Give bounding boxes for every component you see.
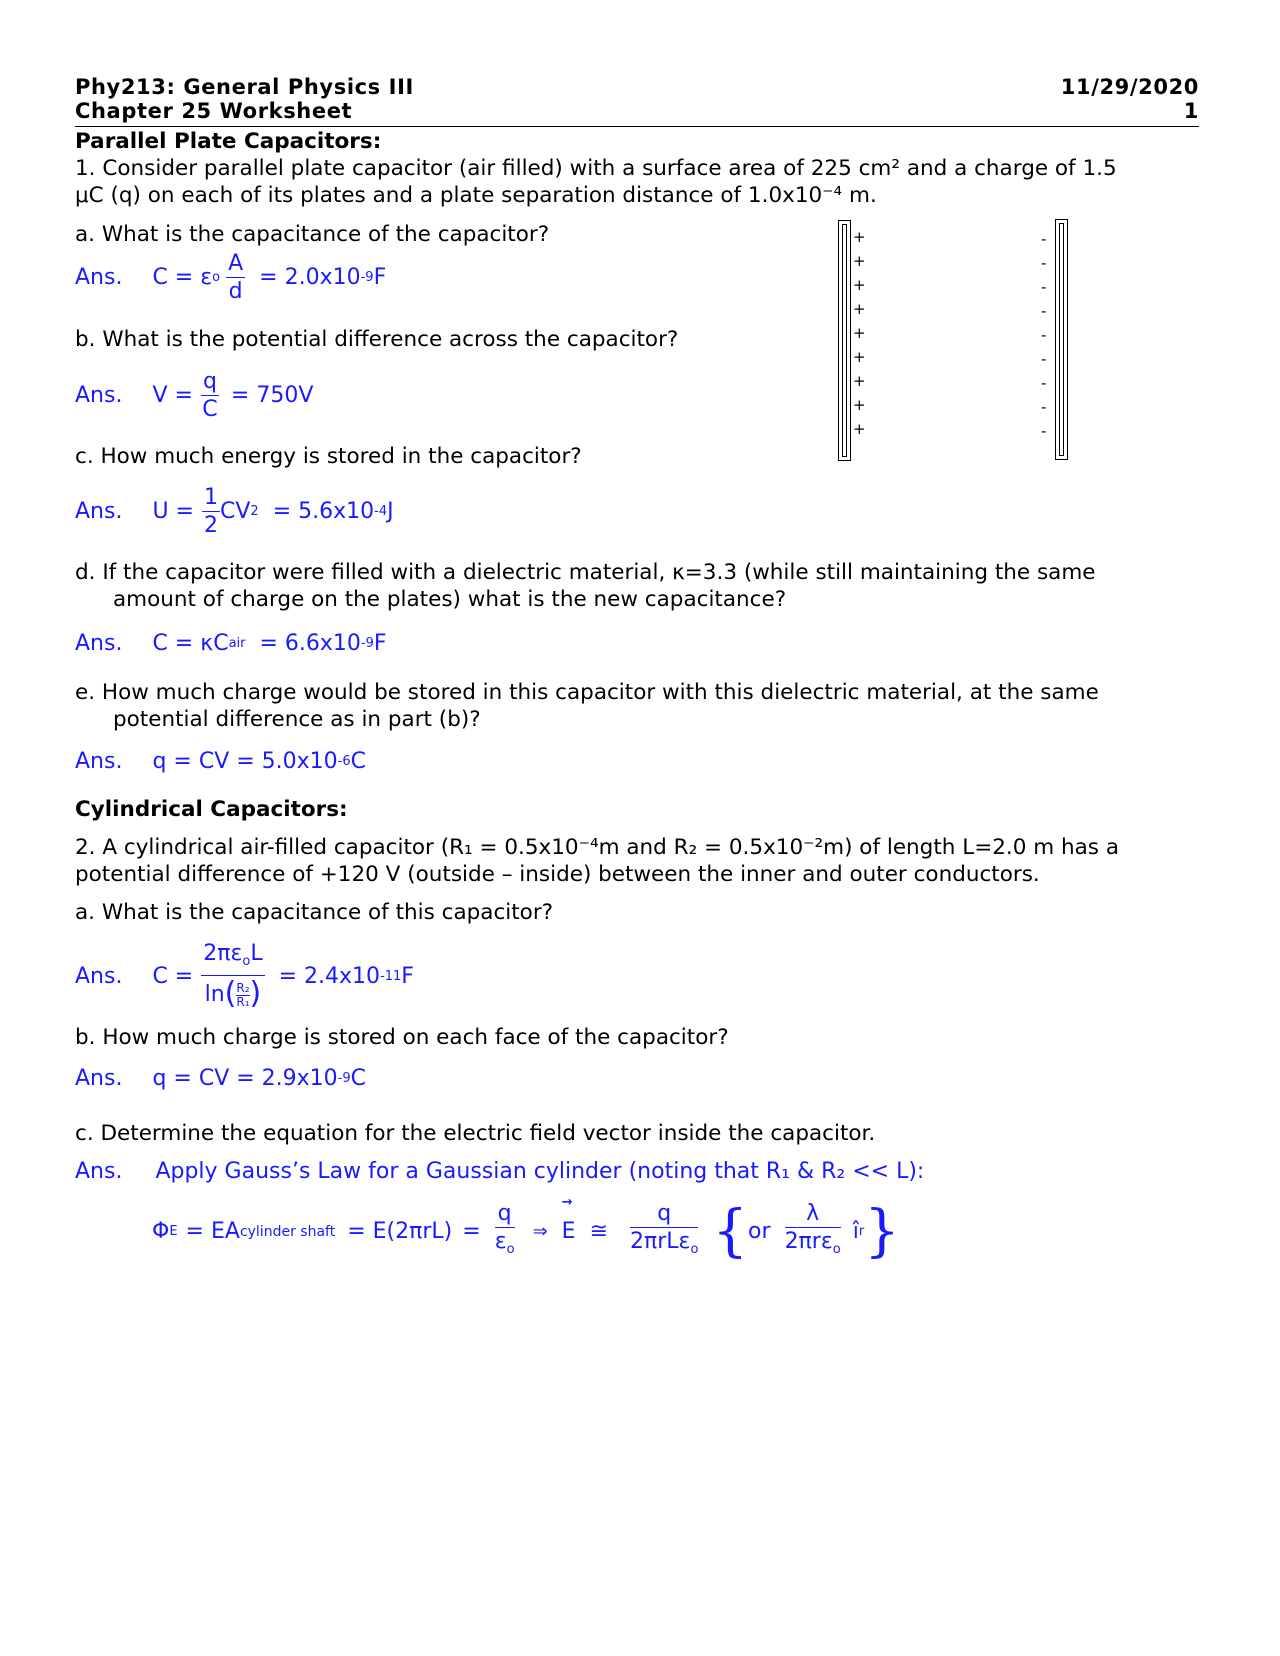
problem2-line2: potential difference of +120 V (outside – inside) between the inner and outer conductors. (75, 862, 1040, 887)
eq-left-brace: { (712, 1198, 749, 1264)
eq-or: or (748, 1219, 771, 1244)
ans-label: Ans. (75, 383, 123, 408)
ans-1a-result: = 2.0x10 (259, 265, 361, 290)
ans-1b-fraction (201, 368, 219, 423)
eq-e2: = E(2πrL) (347, 1219, 453, 1244)
ans-1c-sq: 2 (250, 504, 259, 519)
ans-label: Ans. (75, 631, 123, 656)
ans-2a-num-main: 2πε (203, 941, 243, 966)
ans-1d-sub: air (228, 636, 246, 651)
ans-1c-result: = 5.6x10 (272, 499, 375, 524)
eq-frac2-den (630, 1228, 698, 1263)
ans-2a-lhs: C = (152, 964, 194, 989)
question-1e-line1: e. How much charge would be stored in this capacitor with this dielectric material, at the same (75, 680, 1099, 705)
ans-label: Ans. (75, 1066, 123, 1091)
ans-1d-result: = 6.6x10 (259, 631, 361, 656)
header-rule (75, 126, 1199, 127)
answer-2c-text (75, 1159, 924, 1184)
eq-frac1-sub: o (506, 1242, 515, 1257)
eq-phi-sub: E (169, 1224, 178, 1239)
ans-label: Ans. (75, 964, 123, 989)
ans-1d-lhs: C = κC (152, 631, 229, 656)
question-2a: a. What is the capacitance of this capacitor? (75, 900, 554, 925)
ans-label: Ans. (75, 499, 123, 524)
header-date: 11/29/2020 (1060, 75, 1199, 99)
answer-1c (75, 484, 394, 539)
plus-charge-sign: + (853, 324, 866, 342)
eq-equals: = (462, 1219, 481, 1244)
plus-charge-sign: + (853, 420, 866, 438)
ans-1a-sub: o (212, 270, 221, 285)
eq-frac2 (630, 1200, 698, 1263)
eq-frac2-sub: o (690, 1242, 699, 1257)
eq-frac3-num: λ (785, 1200, 841, 1228)
answer-2b (75, 1066, 366, 1091)
ans-1a-lhs: C = ε (152, 265, 213, 290)
positive-plate (838, 220, 851, 461)
eq-unit-vector: î (852, 1219, 859, 1244)
eq-frac2-den-main: 2πrLε (630, 1229, 691, 1254)
ans-1e-lhs: q = CV = 5.0x10 (152, 749, 338, 774)
section-title-cylindrical: Cylindrical Capacitors: (75, 797, 348, 822)
plus-charge-sign: + (853, 252, 866, 270)
eq-frac3-sub: o (832, 1242, 841, 1257)
eq-frac3-den-main: 2πrε (784, 1229, 833, 1254)
gauss-equation (152, 1195, 900, 1264)
eq-approx: ≅ (589, 1219, 608, 1244)
eq-ea: = EA (185, 1219, 240, 1244)
answer-1d (75, 631, 387, 656)
ans-2a-den: ln( $\frac{\text{R₂}}{\text{R₁}}$ ) (204, 976, 262, 1011)
ans-2a-ln: ln (204, 982, 225, 1007)
ans-1b-den: C (202, 397, 218, 422)
ans-1d-exp: -9 (360, 636, 374, 651)
ans-1a-unit: F (373, 265, 387, 290)
ans-2a-num-tail: L (250, 941, 263, 966)
minus-charge-sign: - (1041, 254, 1047, 272)
ans-1b-num: q (202, 369, 217, 394)
minus-charge-sign: - (1041, 422, 1047, 440)
negative-plate (1055, 219, 1068, 460)
minus-charge-sign: - (1041, 326, 1047, 344)
eq-right-brace: } (864, 1198, 900, 1264)
ans-2b-exp: -9 (337, 1071, 351, 1086)
question-2b: b. How much charge is stored on each face of the capacitor? (75, 1025, 729, 1050)
question-1d-line1: d. If the capacitor were filled with a dielectric material, κ=3.3 (while still maintaining the same (75, 560, 1096, 585)
ans-2a-exp: -11 (380, 969, 402, 984)
plus-charge-sign: + (853, 228, 866, 246)
plus-charge-sign: + (853, 348, 866, 366)
answer-1a (75, 250, 386, 305)
eq-frac1-den (495, 1228, 515, 1263)
ans-label: Ans. (75, 749, 123, 774)
ans-1c-mid: CV (219, 499, 251, 524)
ans-2b-lhs: q = CV = 2.9x10 (152, 1066, 338, 1091)
eq-frac1-num: q (495, 1200, 515, 1228)
question-1c: c. How much energy is stored in the capacitor? (75, 444, 582, 469)
minus-charge-sign: - (1041, 374, 1047, 392)
plus-charge-sign: + (853, 300, 866, 318)
ans-1a-num: A (228, 251, 244, 276)
eq-ea-sub: cylinder shaft (239, 1223, 336, 1240)
ans-1e-unit: C (350, 749, 367, 774)
problem1-line1: 1. Consider parallel plate capacitor (air filled) with a surface area of 225 cm² and a charge of 1.5 (75, 156, 1117, 181)
answer-1e (75, 749, 366, 774)
question-1b: b. What is the potential difference across the capacitor? (75, 327, 679, 352)
minus-charge-sign: - (1041, 278, 1047, 296)
ans-2a-ratio (236, 982, 249, 1009)
eq-frac1-eps: ε (494, 1229, 507, 1254)
ans-1d-unit: F (373, 631, 387, 656)
minus-charge-sign: - (1041, 230, 1047, 248)
eq-frac3-den (785, 1228, 841, 1263)
question-1e-line2: potential difference as in part (b)? (113, 707, 481, 732)
ans-2c-sentence: Apply Gauss’s Law for a Gaussian cylinder (noting that R₁ & R₂ << L): (155, 1159, 925, 1184)
page-number: 1 (1183, 99, 1199, 123)
eq-frac1 (495, 1200, 515, 1263)
ans-1e-exp: -6 (337, 754, 351, 769)
ans-1a-exp: -9 (360, 270, 374, 285)
ans-2a-R2: R₂ (236, 980, 250, 995)
problem2-line1: 2. A cylindrical air-filled capacitor (R₁ = 0.5x10⁻⁴m and R₂ = 0.5x10⁻²m) of length L=2.0 m has a (75, 835, 1120, 860)
eq-vector-E (561, 1195, 576, 1244)
minus-charge-sign: - (1041, 350, 1047, 368)
eq-implies: ⇒ (532, 1221, 548, 1242)
plus-charge-sign: + (853, 276, 866, 294)
ans-2a-R1: R₁ (236, 994, 250, 1009)
minus-charge-sign: - (1041, 302, 1047, 320)
answer-1b (75, 368, 313, 423)
plus-charge-sign: + (853, 396, 866, 414)
ans-label: Ans. (75, 265, 123, 290)
eq-E: E (561, 1219, 576, 1244)
question-2c: c. Determine the equation for the electric field vector inside the capacitor. (75, 1121, 876, 1146)
ans-1a-fraction (226, 250, 245, 305)
ans-2a-fraction (201, 940, 264, 1013)
worksheet-title: Chapter 25 Worksheet (75, 99, 353, 123)
question-1a: a. What is the capacitance of the capacitor? (75, 222, 550, 247)
ans-2a-unit: F (401, 964, 414, 989)
ans-1a-den: d (228, 279, 243, 304)
plus-charge-sign: + (853, 372, 866, 390)
ans-1c-unit: J (387, 499, 394, 524)
ans-1c-num: 1 (203, 485, 218, 510)
problem1-line2: μC (q) on each of its plates and a plate separation distance of 1.0x10⁻⁴ m. (75, 183, 877, 208)
ans-1c-exp: -4 (374, 504, 388, 519)
question-1d-line2: amount of charge on the plates) what is the new capacitance? (113, 587, 787, 612)
ans-1c-fraction (202, 484, 220, 539)
ans-2b-unit: C (350, 1066, 367, 1091)
eq-phi: Φ (152, 1219, 170, 1244)
eq-arrow: → (561, 1195, 573, 1210)
answer-2a (75, 940, 414, 1013)
eq-unit-sub: r (858, 1224, 865, 1239)
ans-label: Ans. (75, 1159, 123, 1184)
ans-2a-num (201, 940, 264, 976)
eq-frac2-num: q (630, 1200, 698, 1228)
ans-1c-den: 2 (203, 513, 218, 538)
ans-2a-num-sub: o (242, 954, 251, 969)
minus-charge-sign: - (1041, 398, 1047, 416)
section-title-parallel: Parallel Plate Capacitors: (75, 129, 382, 154)
eq-frac3 (785, 1200, 841, 1263)
ans-1b-result: = 750V (230, 383, 314, 408)
ans-1c-lhs: U = (152, 499, 194, 524)
course-title: Phy213: General Physics III (75, 75, 414, 99)
ans-1b-lhs: V = (152, 383, 193, 408)
ans-2a-result: = 2.4x10 (278, 964, 381, 989)
